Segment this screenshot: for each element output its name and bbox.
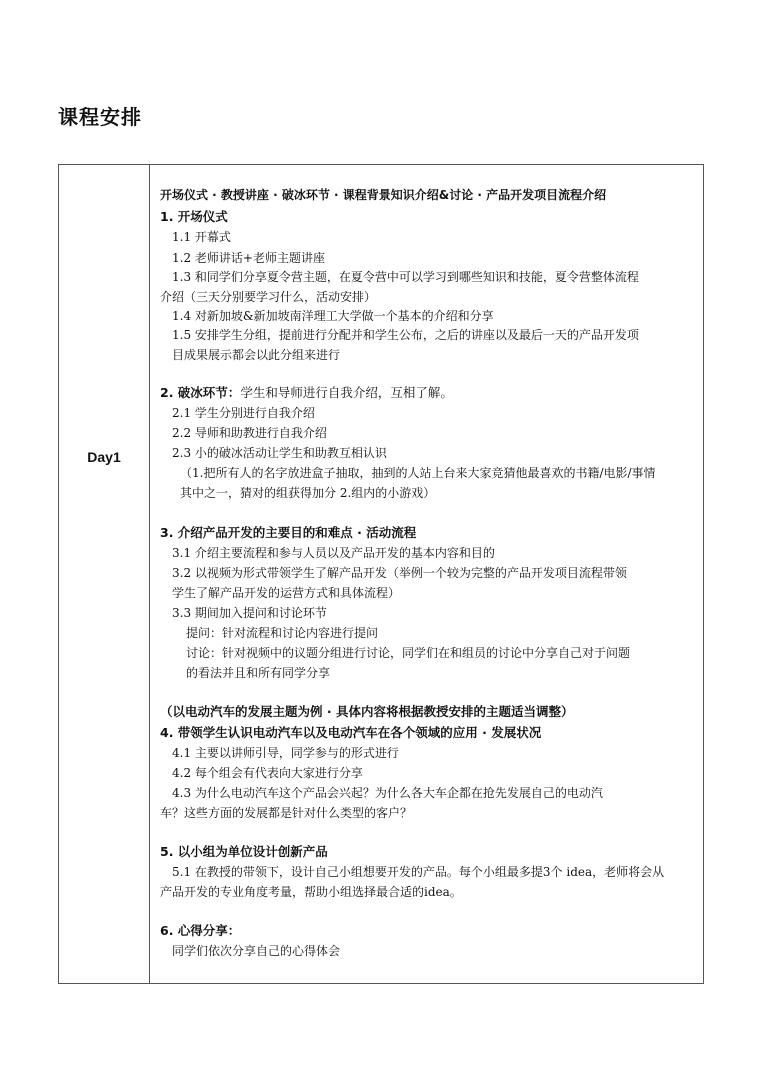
section-1-heading: 1. 开场仪式	[160, 209, 228, 224]
section-4-item: 4.3 为什么电动汽车这个产品会兴起？为什么各大车企都在抢先发展自己的电动汽	[172, 786, 603, 800]
section-6-heading: 6. 心得分享：	[160, 923, 241, 938]
section-2-item: 2.3 小的破冰活动让学生和助教互相认识	[172, 446, 387, 460]
overview-line: 开场仪式 · 教授讲座 · 破冰环节 · 课程背景知识介绍&讨论 · 产品开发项目流程介绍	[160, 188, 607, 202]
section-2-item: 2.1 学生分别进行自我介绍	[172, 406, 315, 420]
section-4-item: 4.1 主要以讲师引导，同学参与的形式进行	[172, 746, 399, 760]
section-3-item-continued: 学生了解产品开发的运营方式和具体流程）	[172, 586, 401, 600]
section-4-item-continued: 车？这些方面的发展都是针对什么类型的客户？	[160, 806, 413, 820]
section-5-item-continued: 产品开发的专业角度考量，帮助小组选择最合适的idea。	[160, 885, 462, 899]
content-column	[150, 165, 703, 983]
section-2-heading-label: 2. 破冰环节：	[160, 385, 241, 400]
section-1-item: 1.3 和同学们分享夏令营主题，在夏令营中可以学习到哪些知识和技能，夏令营整体流程	[172, 270, 639, 284]
section-3-heading: 3. 介绍产品开发的主要目的和难点 · 活动流程	[160, 525, 417, 540]
section-5-item: 5.1 在教授的带领下，设计自己小组想要开发的产品。每个小组最多提3个 idea，老师将会从	[172, 865, 665, 879]
section-2-item: 2.2 导师和助教进行自我介绍	[172, 426, 327, 440]
theme-note: （以电动汽车的发展主题为例 · 具体内容将根据教授安排的主题适当调整）	[160, 704, 574, 719]
section-1-item: 1.2 老师讲话+老师主题讲座	[172, 251, 325, 265]
section-2-note: （1.把所有人的名字放进盒子抽取，抽到的人站上台来大家竞猜他最喜欢的书籍/电影/事情	[180, 466, 656, 480]
section-1-item-continued: 目成果展示都会以此分组来进行	[172, 348, 341, 362]
section-6-item: 同学们依次分享自己的心得体会	[172, 944, 341, 958]
day-column	[59, 165, 150, 983]
section-3-item: 3.1 介绍主要流程和参与人员以及产品开发的基本内容和目的	[172, 546, 495, 560]
section-3-item: 3.3 期间加入提问和讨论环节	[172, 606, 327, 620]
section-2-heading-text: 学生和导师进行自我介绍，互相了解。	[240, 385, 453, 400]
section-1-item-continued: 介绍（三天分别要学习什么，活动安排）	[160, 290, 377, 304]
section-5-heading: 5. 以小组为单位设计创新产品	[160, 844, 328, 859]
section-3-discussion: 讨论：针对视频中的议题分组进行讨论，同学们在和组员的讨论中分享自己对于问题	[186, 646, 631, 660]
section-3-question: 提问：针对流程和讨论内容进行提问	[186, 626, 379, 640]
day-label: Day1	[87, 449, 121, 465]
page-title: 课程安排	[58, 105, 142, 129]
section-1-item: 1.4 对新加坡&新加坡南洋理工大学做一个基本的介绍和分享	[172, 309, 494, 323]
section-1-item: 1.5 安排学生分组，提前进行分配并和学生公布，之后的讲座以及最后一天的产品开发项	[172, 328, 639, 342]
section-1-item: 1.1 开幕式	[172, 230, 231, 244]
section-2-note-continued: 其中之一，猜对的组获得加分 2.组内的小游戏）	[180, 486, 436, 500]
section-3-item: 3.2 以视频为形式带领学生了解产品开发（举例一个较为完整的产品开发项目流程带领	[172, 566, 627, 580]
section-3-discussion-continued: 的看法并且和所有同学分享	[186, 666, 331, 680]
schedule-table	[58, 164, 704, 984]
section-2-heading	[160, 385, 453, 401]
section-4-heading: 4. 带领学生认识电动汽车以及电动汽车在各个领域的应用 · 发展状况	[160, 725, 542, 740]
section-4-item: 4.2 每个组会有代表向大家进行分享	[172, 766, 363, 780]
